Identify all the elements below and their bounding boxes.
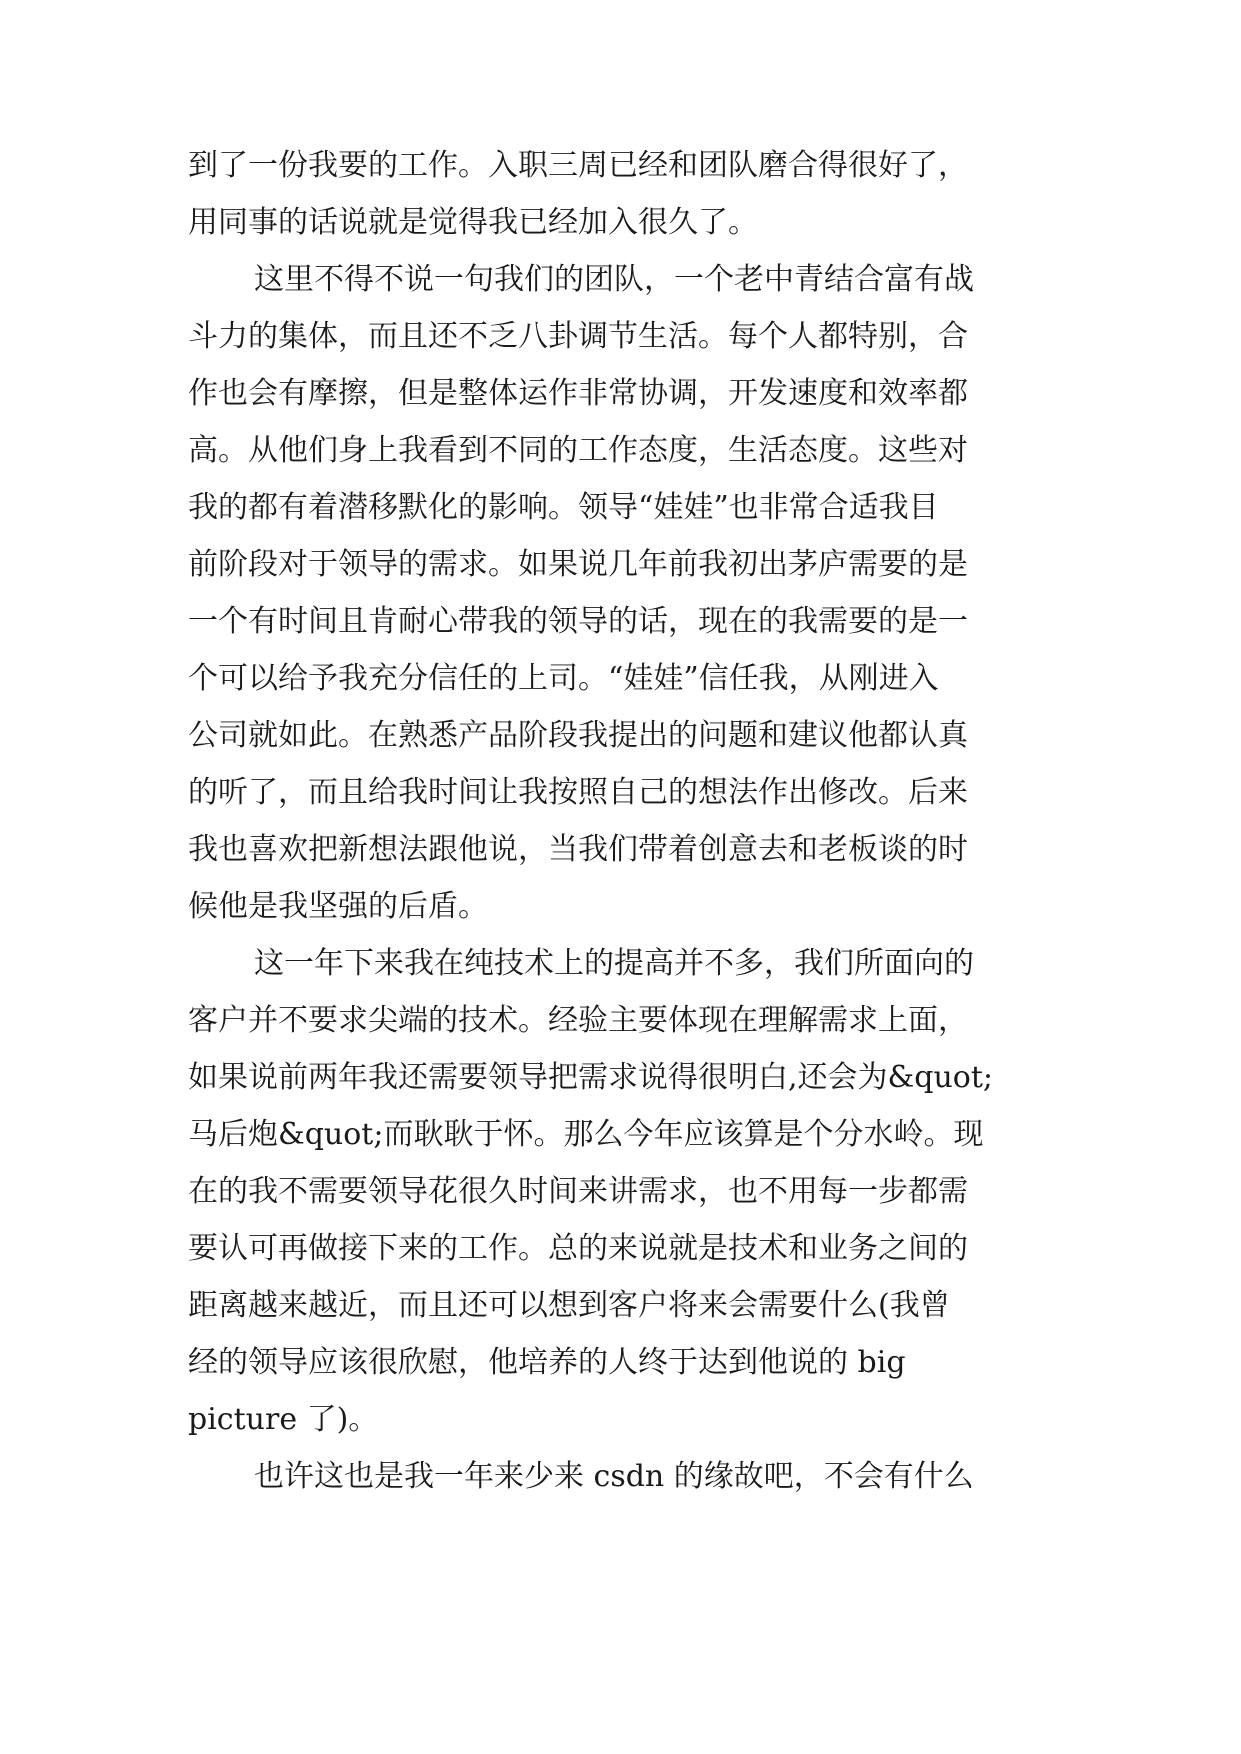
text-line: 客户并不要求尖端的技术。经验主要体现在理解需求上面， bbox=[188, 1003, 968, 1038]
text-line: picture 了)。 bbox=[188, 1402, 379, 1437]
paragraph-first-line: 这一年下来我在纯技术上的提高并不多，我们所面向的 bbox=[254, 946, 974, 981]
text-line: 在的我不需要领导花很久时间来讲需求，也不用每一步都需 bbox=[188, 1174, 968, 1209]
paragraph-first-line: 这里不得不说一句我们的团队，一个老中青结合富有战 bbox=[254, 262, 974, 297]
text-line: 我的都有着潜移默化的影响。领导“娃娃”也非常合适我目 bbox=[188, 490, 939, 525]
text-line: 一个有时间且肯耐心带我的领导的话，现在的我需要的是一 bbox=[188, 604, 968, 639]
text-line: 前阶段对于领导的需求。如果说几年前我初出茅庐需要的是 bbox=[188, 547, 968, 582]
text-line: 马后炮&quot;而耿耿于怀。那么今年应该算是个分水岭。现 bbox=[188, 1117, 984, 1152]
text-line: 候他是我坚强的后盾。 bbox=[188, 889, 488, 924]
text-line: 公司就如此。在熟悉产品阶段我提出的问题和建议他都认真 bbox=[188, 718, 968, 753]
paragraph-first-line: 也许这也是我一年来少来 csdn 的缘故吧，不会有什么 bbox=[254, 1459, 974, 1494]
text-line: 到了一份我要的工作。入职三周已经和团队磨合得很好了， bbox=[188, 148, 968, 183]
text-line: 经的领导应该很欣慰，他培养的人终于达到他说的 big bbox=[188, 1345, 906, 1380]
text-line: 我也喜欢把新想法跟他说，当我们带着创意去和老板谈的时 bbox=[188, 832, 968, 867]
text-line: 距离越来越近，而且还可以想到客户将来会需要什么(我曾 bbox=[188, 1288, 950, 1323]
text-line: 作也会有摩擦，但是整体运作非常协调，开发速度和效率都 bbox=[188, 376, 968, 411]
text-line: 的听了，而且给我时间让我按照自己的想法作出修改。后来 bbox=[188, 775, 968, 810]
text-line: 如果说前两年我还需要领导把需求说得很明白,还会为&quot; bbox=[188, 1060, 993, 1095]
text-line: 高。从他们身上我看到不同的工作态度，生活态度。这些对 bbox=[188, 433, 968, 468]
text-line: 要认可再做接下来的工作。总的来说就是技术和业务之间的 bbox=[188, 1231, 968, 1266]
text-line: 用同事的话说就是觉得我已经加入很久了。 bbox=[188, 205, 758, 240]
text-line: 个可以给予我充分信任的上司。“娃娃”信任我，从刚进入 bbox=[188, 661, 939, 696]
text-line: 斗力的集体，而且还不乏八卦调节生活。每个人都特别，合 bbox=[188, 319, 968, 354]
